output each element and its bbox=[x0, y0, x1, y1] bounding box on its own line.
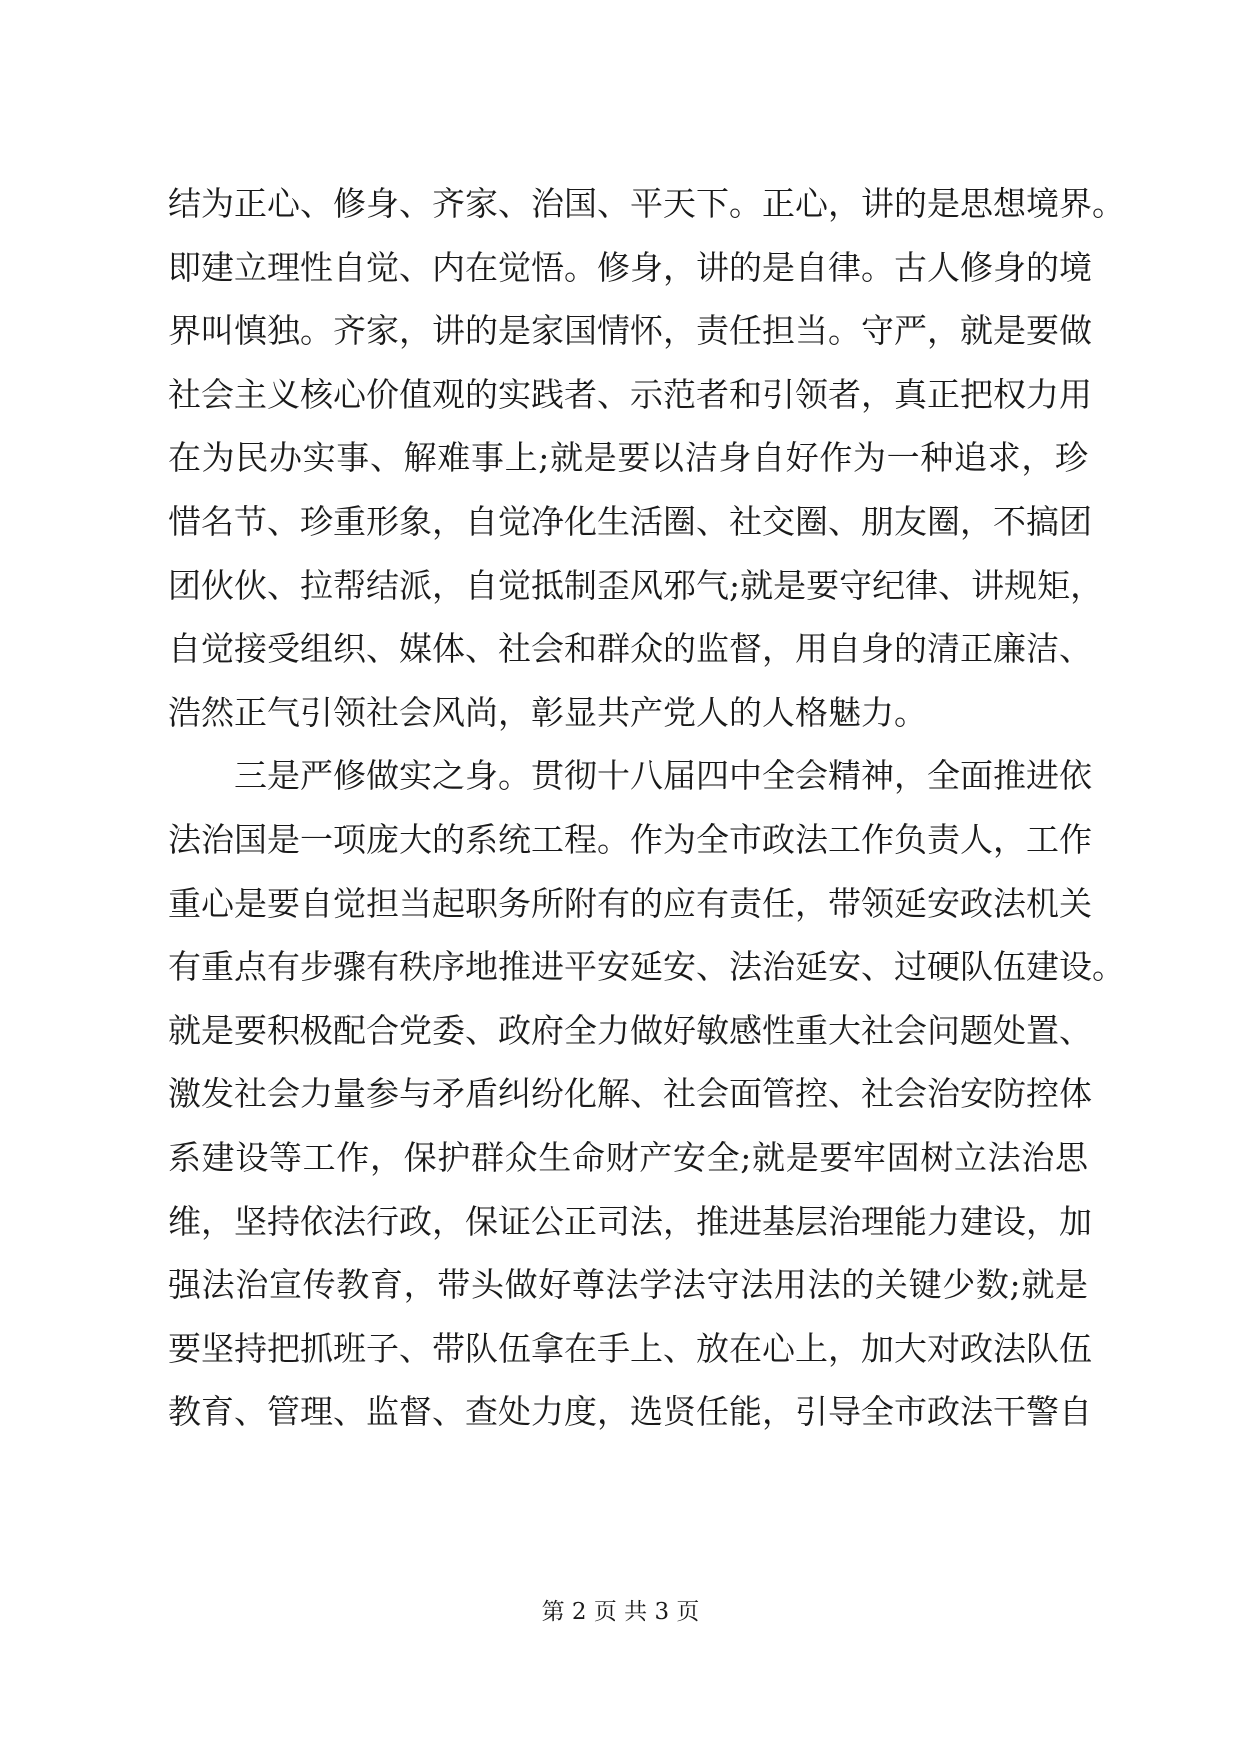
text-line: 重心是要自觉担当起职务所附有的应有责任，带领延安政法机关 bbox=[168, 883, 1092, 923]
text-line: 系建设等工作，保护群众生命财产安全;就是要牢固树立法治思 bbox=[168, 1137, 1088, 1177]
text-line: 在为民办实事、解难事上;就是要以洁身自好作为一种追求，珍 bbox=[168, 438, 1088, 478]
text-line: 教育、管理、监督、查处力度，选贤任能，引导全市政法干警自 bbox=[168, 1392, 1092, 1432]
text-line: 界叫慎独。齐家，讲的是家国情怀，责任担当。守严，就是要做 bbox=[168, 311, 1092, 351]
text-line: 维，坚持依法行政，保证公正司法，推进基层治理能力建设，加 bbox=[168, 1201, 1092, 1241]
text-line: 激发社会力量参与矛盾纠纷化解、社会面管控、社会治安防控体 bbox=[168, 1074, 1092, 1114]
text-line: 要坚持把抓班子、带队伍拿在手上、放在心上，加大对政法队伍 bbox=[168, 1328, 1092, 1368]
text-line: 强法治宣传教育，带头做好尊法学法守法用法的关键少数;就是 bbox=[168, 1265, 1088, 1305]
document-body bbox=[168, 172, 1125, 1444]
page-number-footer: 第 2 页 共 3 页 bbox=[541, 1599, 700, 1625]
text-line: 有重点有步骤有秩序地推进平安延安、法治延安、过硬队伍建设。 bbox=[168, 947, 1125, 987]
text-line: 社会主义核心价值观的实践者、示范者和引领者，真正把权力用 bbox=[168, 374, 1092, 414]
text-line: 惜名节、珍重形象，自觉净化生活圈、社交圈、朋友圈，不搞团 bbox=[168, 501, 1092, 541]
text-line: 浩然正气引领社会风尚，彰显共产党人的人格魅力。 bbox=[168, 692, 927, 732]
paragraph-1 bbox=[168, 172, 1125, 744]
text-line: 就是要积极配合党委、政府全力做好敏感性重大社会问题处置、 bbox=[168, 1010, 1092, 1050]
text-line: 结为正心、修身、齐家、治国、平天下。正心，讲的是思想境界。 bbox=[168, 184, 1125, 223]
text-line: 即建立理性自觉、内在觉悟。修身，讲的是自律。古人修身的境 bbox=[168, 247, 1092, 287]
text-line: 团伙伙、拉帮结派，自觉抵制歪风邪气;就是要守纪律、讲规矩， bbox=[168, 565, 1104, 605]
text-line: 自觉接受组织、媒体、社会和群众的监督，用自身的清正廉洁、 bbox=[168, 629, 1092, 669]
text-line: 法治国是一项庞大的系统工程。作为全市政法工作负责人，工作 bbox=[168, 819, 1092, 859]
paragraph-2 bbox=[168, 744, 1125, 1444]
text-line: 三是严修做实之身。贯彻十八届四中全会精神，全面推进依 bbox=[234, 756, 1092, 796]
